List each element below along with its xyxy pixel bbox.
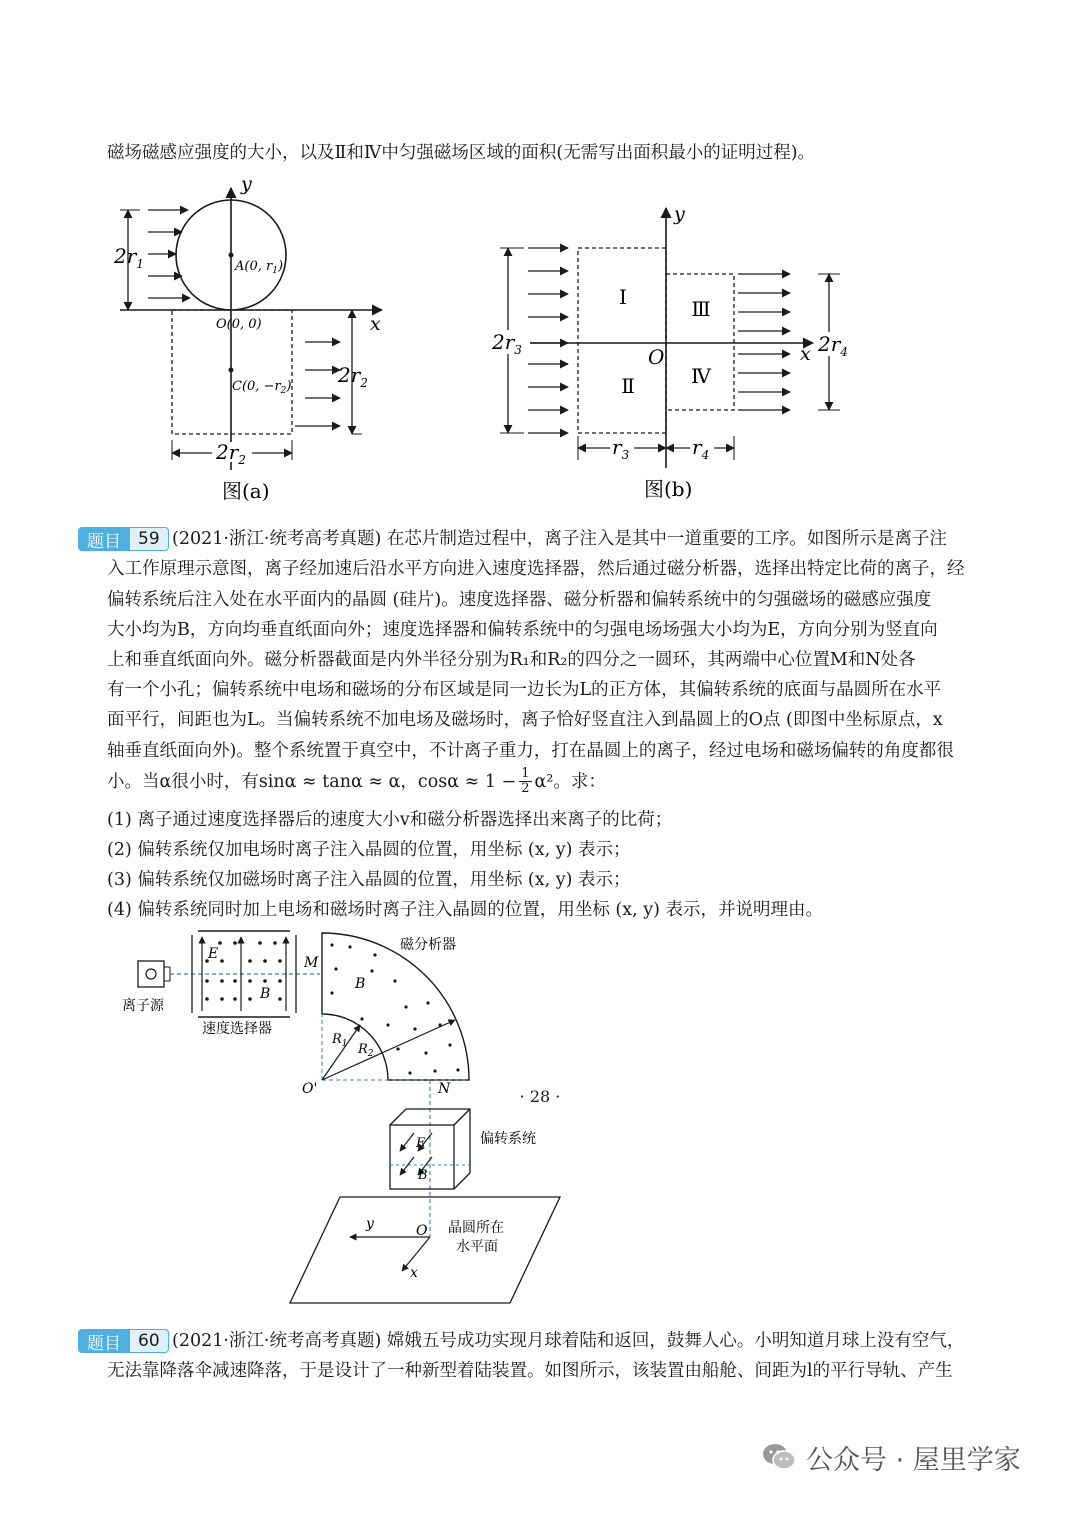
caption-a: 图(a): [222, 479, 270, 503]
label-R2: $R_2$: [358, 1042, 374, 1059]
label-O-b: O: [648, 345, 665, 369]
y-label-a: y: [241, 173, 252, 195]
q59-line: 面平行，间距也为L。当偏转系统不加电场及磁场时，离子恰好竖直注入到晶圆上的O点 (即图中坐标原点，x: [107, 710, 943, 730]
q59-line: 上和垂直纸面向外。磁分析器截面是内外半径分别为R₁和R₂的四分之一圆环，其两端中心位置M和N处各: [107, 650, 916, 670]
label-2r1: $2r_1$: [114, 244, 144, 271]
q59-line: (2021·浙江·统考高考真题) 在芯片制造过程中，离子注入是其中一道重要的工序。如图所示是离子注: [172, 529, 947, 549]
label-2r2-bottom: $2r_2$: [216, 440, 246, 467]
wechat-icon: [762, 1442, 796, 1472]
magnetic-analyzer: [322, 933, 469, 1080]
page-number: · 28 ·: [519, 1087, 561, 1106]
label-B-selector: B: [260, 986, 271, 1002]
label-2r4: $2r_4$: [818, 332, 848, 359]
label-ion-source: 离子源: [122, 998, 164, 1014]
fraction-half: [519, 767, 531, 796]
label-O-prime: O': [302, 1081, 318, 1097]
label-2r3: $2r_3$: [492, 330, 522, 357]
label-N: N: [438, 1081, 451, 1097]
label-A: A(0, $r_1$): [235, 259, 284, 276]
y-label-b: y: [674, 203, 685, 225]
label-x-wafer: x: [410, 1265, 418, 1281]
x-label-b: x: [800, 343, 811, 365]
tag-number: 60: [130, 1329, 169, 1353]
label-M: M: [304, 955, 319, 971]
label-deflection: 偏转系统: [480, 1131, 536, 1147]
question-tag-60: [78, 1329, 169, 1353]
brand-text: 公众号 · 屋里学家: [806, 1444, 1021, 1476]
region-II: Ⅱ: [621, 374, 635, 398]
lower-field-arrows: [295, 342, 340, 426]
q60-line: (2021·浙江·统考高考真题) 嫦娥五号成功实现月球着陆和返回，鼓舞人心。小明知道月球上没有空气，: [172, 1331, 965, 1351]
q59-line: 入工作原理示意图，离子经加速后沿水平方向进入速度选择器，然后通过磁分析器，选择出特定比荷的离子，经: [107, 559, 965, 579]
q59-line: 大小均为B，方向均垂直纸面向外；速度选择器和偏转系统中的匀强电场场强大小均为E，方向分别为竖直向: [107, 620, 938, 640]
region-IV: Ⅳ: [691, 364, 711, 388]
formula-pre: 小。当α很小时，有sinα ≈ tanα ≈ α，cosα ≈ 1 −: [107, 771, 517, 792]
label-wafer-2: 水平面: [456, 1239, 498, 1255]
figure-b: [488, 198, 868, 508]
point-A: [229, 253, 234, 258]
region-I: Ⅰ: [619, 285, 627, 309]
caption-b: 图(b): [644, 477, 693, 501]
label-velocity-selector: 速度选择器: [202, 1021, 272, 1037]
right-region-b: [666, 274, 734, 410]
q59-formula-line: [107, 767, 1040, 796]
label-C: C(0, $-r_2$): [232, 379, 292, 396]
label-analyzer: 磁分析器: [400, 937, 456, 953]
label-B-analyzer: B: [355, 976, 366, 992]
label-wafer-1: 晶圆所在: [448, 1220, 504, 1236]
sub-question-4: (4) 偏转系统同时加上电场和磁场时离子注入晶圆的位置，用坐标 (x, y) 表示，并说明理由。: [107, 900, 824, 920]
right-arrows-b: [738, 274, 790, 410]
label-2r2-right: $2r_2$: [338, 363, 368, 390]
q60-line: 无法靠降落伞减速降落，于是设计了一种新型着陆装置。如图所示，该装置由船舱、间距为l的平行导轨、产生: [107, 1361, 953, 1381]
region-III: Ⅲ: [691, 297, 711, 321]
sub-question-2: (2) 偏转系统仅加电场时离子注入晶圆的位置，用坐标 (x, y) 表示；: [107, 840, 631, 860]
figure-ion-implant: [110, 925, 590, 1310]
label-R1: $R_1$: [332, 1032, 348, 1049]
brand-watermark: [762, 1437, 1021, 1477]
tag-number: 59: [130, 527, 169, 551]
figure-a: [100, 170, 420, 510]
q59-line: 有一个小孔；偏转系统中电场和磁场的分布区域是同一边长为L的正方体，其偏转系统的底面与晶圆所在水平: [107, 680, 942, 700]
label-E-cube: E: [416, 1136, 426, 1151]
formula-post: α²。求：: [534, 771, 606, 792]
wafer-plane: [290, 1197, 560, 1303]
q59-line: 偏转系统后注入处在水平面内的晶圆 (硅片)。速度选择器、磁分析器和偏转系统中的匀强磁场的磁感应强度: [107, 590, 932, 610]
left-arrows-b: [528, 248, 568, 433]
label-O-wafer: O: [416, 1223, 428, 1239]
label-E-selector: E: [208, 946, 219, 962]
label-r3: $r_3$: [612, 435, 630, 462]
intro-line: 磁场磁感应强度的大小，以及Ⅱ和Ⅳ中匀强磁场区域的面积(无需写出面积最小的证明过程)。: [107, 143, 816, 163]
question-tag-59: [78, 527, 169, 551]
x-label-a: x: [370, 313, 381, 335]
tag-label: 题目: [78, 527, 130, 551]
label-B-cube: B: [418, 1168, 428, 1183]
q59-line: 轴垂直纸面向外)。整个系统置于真空中，不计离子重力，打在晶圆上的离子，经过电场和磁场偏转的角度都很: [107, 741, 954, 761]
label-r4: $r_4$: [692, 435, 710, 462]
sub-question-1: (1) 离子通过速度选择器后的速度大小v和磁分析器选择出来离子的比荷；: [107, 810, 673, 830]
tag-label: 题目: [78, 1329, 130, 1353]
ion-source-box: [138, 961, 164, 987]
left-region-b: [578, 248, 666, 433]
point-C: [229, 368, 234, 373]
B-dots-analyzer: [330, 943, 459, 1074]
label-y-wafer: y: [366, 1216, 374, 1232]
sub-question-3: (3) 偏转系统仅加磁场时离子注入晶圆的位置，用坐标 (x, y) 表示；: [107, 870, 631, 890]
label-O-a: O(0, 0): [216, 317, 262, 332]
upper-field-arrows: [148, 210, 190, 298]
frac-denominator: 2: [521, 781, 530, 796]
frac-numerator: 1: [521, 766, 530, 781]
